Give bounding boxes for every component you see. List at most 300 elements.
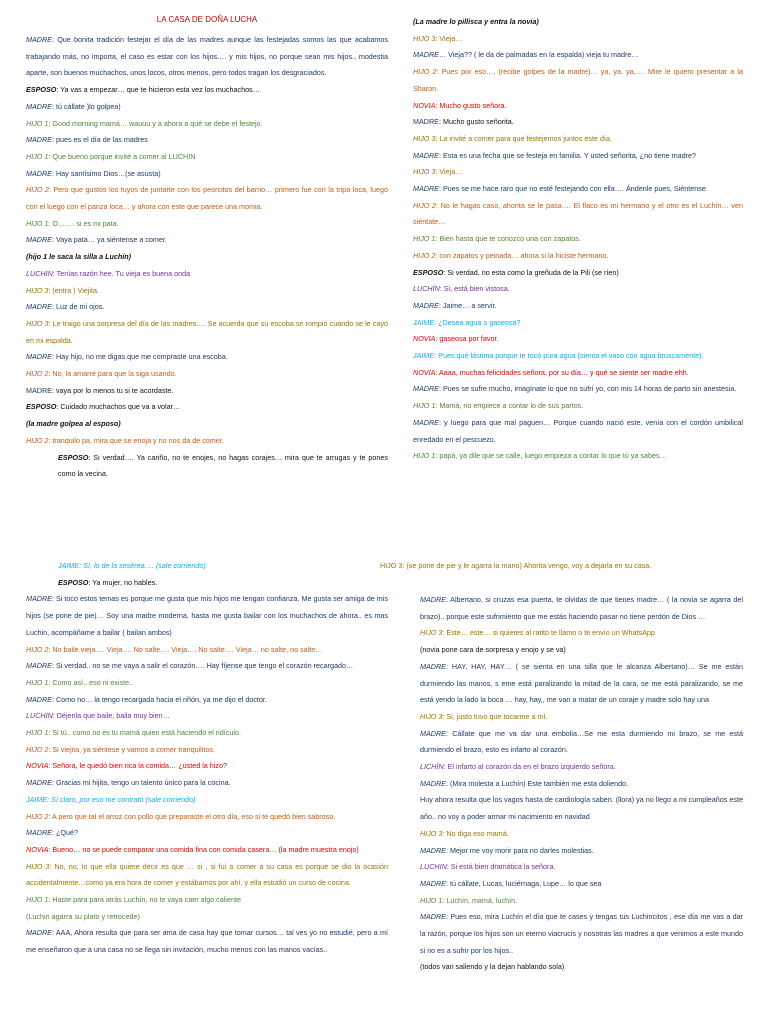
dialogue-line [420,726,743,759]
speaker: MADRE [26,661,52,671]
speaker: MADRE [413,417,439,427]
speaker-sep: : [438,384,441,394]
dialogue-line [26,283,388,300]
speaker: MADRE [26,778,52,788]
dialogue-line [413,348,743,365]
speaker-sep: … [438,50,447,60]
dialogue-line [26,642,388,659]
dialogue-line [413,64,743,97]
dialogue-text: Hay santísimo Dios…(se asusta) [53,168,161,178]
dialogue-line [420,709,743,726]
dialogue-text: Luchín, mamá, luchín. [444,895,518,905]
speaker: HIJO 2 [26,435,49,445]
dialogue-text: Este… este… si quieres al ratito te llamo o te envío un WhatsApp [444,628,655,638]
dialogue-text: Si verdad.. no se me vaya a salir el corazón…. Hay fíjense que tengo el corazón recargado… [53,661,354,671]
dialogue-text: Sí claro, por eso me contrató (sale corriendo) [49,794,196,804]
speaker-sep: : [48,118,51,128]
dialogue-text: vaya por lo menos tu si te acordaste. [53,385,174,395]
speaker-sep: : [438,117,441,127]
dialogue-text: Si verdad, no esta como la greñuda de la Pili (se ríen) [445,267,619,277]
dialogue-line [420,759,743,776]
dialogue-line [26,166,388,183]
dialogue-text: Ya vas a empezar… que te hicieron esta vez los muchachos… [58,85,260,95]
speaker-sep: : [434,317,437,327]
speaker: MADRE [413,184,439,194]
dialogue-text: con zapatos y peinada… ahora si la hiciste hermano. [437,250,609,260]
speaker: HIJO 3 [420,711,443,721]
speaker-sep: : [79,561,82,570]
speaker: MADRE [413,150,439,160]
speaker-sep: : [88,577,91,587]
dialogue-line [26,299,388,316]
speaker-sep: : [439,284,442,294]
dialogue-line [413,164,743,181]
dialogue-text: Luz de mi ojos. [53,302,105,312]
dialogue-text: Pues eso, mira Luchín el día que te cases y tengas tus Luchincitos , ese día me vas a dar la razón, porque los hijos son un eterno viacrucis y nosotras las madres a que venimos a este mundo si no es a sufrir por los hijos.. [420,912,743,955]
dialogue-line [26,182,388,215]
dialogue-text: Vieja?? ( le da de palmadas en la espalda) vieja tu madre… [446,50,639,60]
speaker-sep: : [48,895,51,905]
speaker: HIJO 1 [26,218,49,228]
speaker: HIJO 2 [26,811,49,821]
speaker: MADRE [413,117,439,127]
dialogue-text: Le traigo una sorpresa del día de las madres…. Se acuerda que su escoba se rompió cuando se le cayó en mi espalda. [26,318,388,345]
dialogue-text: Si tú.. como no es tu mamá quien está haciendo el ridículo. [50,728,241,738]
speaker-sep: : [442,711,445,721]
dialogue-line [26,399,388,416]
speaker-sep: : [438,184,441,194]
dialogue-text: No diga eso mamá. [444,828,509,838]
speaker: HIJO 1 [26,677,49,687]
dialogue-line [26,416,388,433]
hijo3-top-line [380,558,760,575]
dialogue-text: ¿Desea agua o gaseosa? [436,317,521,327]
speaker: HIJO 1 [413,234,436,244]
dialogue-line [413,298,743,315]
dialogue-text: HAY, HAY, HAY… ( se sienta en una silla que le alcanza Albertano)… Se me están durmiendo las manos, s eme está paralizando la mitad de la cara, se me está paralizando, se me está yendo la lado la boca … hay, hay,, me van a matar de un coraje y madre solo hay una [420,661,743,705]
dialogue-text: Mamá, no empiece a contar lo de sus partos. [437,401,584,411]
speaker: LUCHIN [26,268,53,278]
speaker-sep: : [51,828,54,838]
dialogue-line [420,625,743,642]
speaker: MADRE [26,235,52,245]
speaker: NOVIA [413,100,436,110]
dialogue-line [26,316,388,349]
dialogue-text: tú cállate, Lucas, luciérnaga, Lupe… lo que sea [447,878,602,888]
speaker: HIJO 2 [413,200,437,210]
speaker-sep: : [438,300,441,310]
dialogue-text: Esta es una fecha que se festeja en familia. Y usted señorita, ¿no tiene madre? [440,150,697,160]
dialogue-line [413,331,743,348]
speaker: HIJO 1 [26,728,49,738]
dialogue-text: Bien hasta que te conozco una con zapatos. [437,234,581,244]
speaker: ESPOSO [26,85,57,95]
dialogue-text: Como no… la tengo recargada hacia el riñón, ya me dijo el doctor. [53,694,267,704]
dialogue-line [26,575,388,592]
dialogue-line [26,450,388,483]
dialogue-text: (la madre golpea al esposo) [26,419,121,429]
dialogue-line [26,658,388,675]
speaker-sep: : [438,417,441,427]
dialogue-text: No, no, lo que ella quiere decir es que … si , si fui a comer a su casa es porque se dio la ocasión accidentalmente…como ya era hora de comer y estábamos por ahí, y ella estudió un curso de cocina. [26,861,388,888]
speaker: HIJO 2 [26,644,49,654]
speaker-sep: : [445,661,448,671]
dialogue-text: Huy ahora resulta que los vagos hasta de cardiología saben. (llora) ya no llego a mi cumpleaños este año.. no voy a poder armar mi nacimiento en navidad [420,795,743,822]
dialogue-text: El infarto al corazón da en el brazo izquierdo señora. [445,762,616,772]
speaker: MADRE [26,168,52,178]
dialogue-text: Cállate que me va dar una embolia…Se me esta durmiendo mi brazo, se me está durmiendo el brazo, esto es infarto al corazón. [420,728,743,755]
dialogue-text: Si está bien dramática la señora. [448,862,556,872]
speaker-sep: : [51,101,54,111]
speaker-sep: : [51,302,54,312]
speaker-sep: : [446,862,449,872]
speaker: MADRE [420,728,446,738]
dialogue-text: ¿Qué? [53,828,78,838]
dialogue-line [26,692,388,709]
speaker-sep: : [56,402,59,412]
speaker: NOVIA [413,334,436,344]
dialogue-line [413,315,743,332]
speaker-sep: : [48,218,51,228]
speaker-sep: : [51,168,54,178]
speaker-sep: : [435,334,438,344]
speaker: NOVIA [26,761,49,771]
speaker-sep: : [51,661,54,671]
speaker: ESPOSO [58,577,89,587]
dialogue-line [413,181,743,198]
dialogue-text: Que bueno porque invité a comer al LUCHIN [50,151,196,161]
dialogue-line [26,32,388,82]
speaker: MADRE [420,912,446,922]
dialogue-text: Pues se me hace raro que no esté festejando con ella…. Ándenle pues, Siéntense. [440,184,708,194]
speaker-sep: : [402,561,405,570]
speaker-sep: : [51,594,54,604]
speaker: HIJO 3 [26,861,50,871]
dialogue-text: Sí, lo de la sesérea…. (sale corriendo) [81,561,206,570]
dialogue-text: (La madre lo pillisca y entra la novia) [413,17,539,26]
dialogue-text: Señora, le quedó bien rica la comida… ¿usted la hizo? [50,761,227,771]
dialogue-line [413,14,743,31]
dialogue-text: O……. si es mi pata. [50,218,119,228]
dialogue-line [413,248,743,265]
speaker: HIJO 3 [26,318,49,328]
speaker: LUCHÍN [413,284,440,294]
dialogue-text: Pues se sufre mucho, imagínate lo que no sufrí yo, con mis 14 horas de parto sin anestesia. [440,384,737,394]
dialogue-text: Si, está bien vistosa. [441,284,510,294]
speaker: HIJO 1 [26,118,49,128]
speaker: MADRE [26,385,52,395]
dialogue-line [413,131,743,148]
speaker: HIJO 1 [413,401,436,411]
dialogue-text: Como así.. eso ni existe.. [50,677,134,687]
dialogue-text: Si, justo tuvo que tocarme a mí. [444,711,548,721]
dialogue-line [26,116,388,133]
speaker: MADRE [420,845,446,855]
speaker: MADRE [26,135,52,145]
dialogue-line [420,959,743,976]
speaker: LUCHIN [420,862,447,872]
dialogue-text: pues es el día de las madres [53,135,148,145]
dialogue-text: Good morning mamá… wauuu y a ahora a qué se debe el festejo. [50,118,263,128]
speaker: HIJO 3 [420,628,443,638]
dialogue-line [26,591,388,641]
speaker-sep: : [435,250,438,260]
dialogue-line [26,82,388,99]
speaker-sep: : [52,268,55,278]
speaker: HIJO 3 [420,828,443,838]
speaker-sep: : [435,33,438,43]
speaker: MADRE [413,50,439,60]
dialogue-line [413,231,743,248]
dialogue-text: Si toco estos temas es porque me gusta que mis hijos me tengan confianza. Me gusta ser amiga de mis hijos (se pone de pie)… Soy una madre moderna, hasta me gusta bailar con los muchachos de ahora.. es mas Luchin, acompáñame a bailar ( bailan ambos) [26,594,388,637]
speaker-sep: : [435,234,438,244]
speaker: MADRE [413,300,439,310]
speaker-sep: : [445,878,448,888]
speaker: HIJO 2 [26,744,49,754]
speaker-sep: : [436,67,439,77]
dialogue-text: Albertano, si cruzas esa puerta, te olvidas de que tienes madre… ( la novia se agarra del brazo).. porque este sufrimiento que me estás haciendo pasar no tiene perdón de Dios … [420,595,743,621]
speaker-sep: : [88,452,91,462]
dialogue-line [420,893,743,910]
speaker-sep: : [435,133,438,143]
speaker-sep: : [48,151,51,161]
column-3 [26,558,388,959]
dialogue-text: Mucho gusto señorita. [440,117,514,127]
dialogue-line [413,415,743,448]
dialogue-text: Mejor me voy morir para no darles molestias. [447,845,594,855]
dialogue-line [26,558,388,575]
dialogue-line [420,592,743,625]
speaker: MADRE [26,828,52,838]
speaker: NOVIA [26,844,49,854]
speaker-sep: : [445,728,448,738]
speaker: JAIME [26,794,48,804]
dialogue-line [26,825,388,842]
dialogue-text: tú cállate )lo golpea) [53,101,121,111]
speaker-sep: : [51,235,54,245]
speaker-sep: : [48,811,51,821]
speaker-sep: : [435,451,438,461]
speaker: MADRE [26,594,52,604]
speaker: LICHÍN [420,762,444,772]
dialogue-line [413,265,743,282]
speaker-sep: : [48,185,51,195]
speaker: HIJO 2 [413,67,437,77]
speaker-sep: : [51,694,54,704]
speaker-sep: : [48,761,51,771]
dialogue-text: Tenías razón hee. Tu vieja es buena onda [54,268,191,278]
speaker-sep: : [48,677,51,687]
speaker-sep: : [51,778,54,788]
speaker-sep: : [445,778,448,788]
column-1 [26,12,388,483]
speaker: HIJO 3 [380,561,403,570]
dialogue: (se pone de pie y le agarra la mano) Ahorita vengo, voy a dejarla en su casa. [404,561,652,570]
dialogue-text: (hijo 1 le saca la silla a Luchín) [26,252,132,262]
speaker-sep: : [443,762,446,772]
speaker: JAIME [413,351,435,361]
speaker-sep: : [435,401,438,411]
dialogue-line [420,792,743,825]
speaker: ESPOSO [26,402,57,412]
speaker: NOVIA [413,367,436,377]
speaker: MADRE [26,302,52,312]
dialogue-line [26,758,388,775]
speaker-sep: : [51,385,54,395]
dialogue-line [26,383,388,400]
speaker: MADRE [26,35,52,44]
speaker-sep: : [51,35,54,44]
speaker-sep: : [48,435,51,445]
speaker: MADRE [26,694,52,704]
speaker: MADRE [420,778,446,788]
speaker: MADRE [413,384,439,394]
dialogue-text: (Luchin agarra su plato y retrocede) [26,911,140,921]
speaker: HIJO 2 [26,369,49,379]
dialogue-text: Déjenla que baile, baila muy bien… [54,711,170,721]
dialogue-text: Pues por eso…, (recibe golpes de la madre)… ya, ya, ya,…. Mire le quiero presentar a la Sharon. [413,67,743,93]
speaker: HIJO 3 [26,285,49,295]
dialogue-line [420,826,743,843]
speaker-sep: : [51,352,54,362]
dialogue-line [26,909,388,926]
dialogue-line [420,642,743,659]
speaker: ESPOSO [413,267,444,277]
dialogue-text: A pero que tal el arroz con pollo que preparaste el otro día, eso si te quedó bien sabroso. [50,811,336,821]
speaker-sep: : [445,845,448,855]
speaker-sep: : [52,711,55,721]
dialogue-line [26,775,388,792]
speaker-sep: : [49,861,52,871]
dialogue-line [26,725,388,742]
speaker-sep: : [442,895,445,905]
dialogue-line [26,216,388,233]
page-title: LA CASA DE DOÑA LUCHA [156,15,258,24]
dialogue-text: AAA, Ahora resulta que para ser ama de casa hay que tomar cursos… tal ves yo no estudié, pero a mí me enseñaron que a una casa no se llega sin invitación, mucho menos con las manos vacías.. [26,928,388,955]
dialogue-line [413,448,743,465]
dialogue-text: Aaaa, muchas felicidades señora, por su día… y qué se siente ser madre ehh. [437,367,689,377]
dialogue-line [413,114,743,131]
speaker: JAIME [413,317,435,327]
speaker-sep: : [48,644,51,654]
dialogue-line [420,876,743,893]
speaker: MADRE [420,595,446,604]
speaker-sep: : [48,318,51,328]
speaker-sep: : [438,150,441,160]
speaker-sep: : [434,351,437,361]
dialogue-line [26,842,388,859]
dialogue-line [26,132,388,149]
speaker: HIJO 3 [413,167,436,177]
speaker-sep: : [445,595,448,604]
dialogue-line [413,98,743,115]
dialogue-line [26,232,388,249]
dialogue-line [413,148,743,165]
speaker-sep: : [48,844,51,854]
dialogue-line [420,859,743,876]
speaker-sep: : [51,928,54,938]
speaker: HIJO 3 [413,133,436,143]
dialogue-line [26,349,388,366]
dialogue-text: Mucho gusto señora. [437,100,507,110]
dialogue-text: La invité a comer para que festejemos juntos este día. [437,133,612,143]
speaker-sep: : [47,794,50,804]
dialogue-line [413,47,743,64]
dialogue-line [420,843,743,860]
dialogue-text: No, la amarré para que la siga usando. [50,369,177,379]
column-2 [413,14,743,465]
speaker-sep: : [48,744,51,754]
dialogue-line [26,809,388,826]
dialogue-text: Gracias mi hijita, tengo un talento único para la cocina. [53,778,231,788]
speaker: HIJO 3 [413,33,436,43]
dialogue-text: Pues qué lástima porque te tocó pura agua (sienta el vaso con agua bruscamente). [436,351,704,361]
dialogue-line [26,742,388,759]
speaker-sep: : [445,912,448,922]
dialogue-line [413,198,743,231]
speaker-sep: : [48,369,51,379]
speaker: LUCHIN [26,711,53,721]
dialogue-line [26,266,388,283]
dialogue-text: Vieja… [437,167,463,177]
dialogue-text: Jaime… a servir. [440,300,497,310]
speaker-sep: : [51,135,54,145]
speaker-sep: : [56,85,59,95]
speaker: HIJO 1 [420,895,443,905]
speaker-sep: : [442,628,445,638]
speaker: ESPOSO [58,452,89,462]
speaker: MADRE [420,878,446,888]
dialogue-line [413,31,743,48]
dialogue-text: Si viejita, ya siéntese y vamos a comer tranquilitos. [50,744,215,754]
speaker: MADRE [26,352,52,362]
dialogue-line [26,792,388,809]
dialogue-line [26,366,388,383]
dialogue-line [26,149,388,166]
dialogue-line [26,249,388,266]
speaker-sep: : [435,100,438,110]
speaker-sep: : [435,367,438,377]
dialogue-line [26,433,388,450]
speaker-sep: : [436,200,439,210]
dialogue-text: (novia pone cara de sorpresa y enojo y se va) [420,645,566,655]
speaker-sep: : [442,828,445,838]
dialogue-text: papá, ya dile que se calle, luego empieza a contar lo que tú ya sabes… [437,451,667,461]
dialogue-text: (entra ) Viejita. [50,285,99,295]
dialogue-text: Vieja… [437,33,463,43]
dialogue-text: (Mira molesta a Luchín) Este también me esta doliendo. [447,778,629,788]
speaker-sep: : [443,267,446,277]
speaker: MADRE [26,928,52,938]
dialogue-line [26,925,388,958]
dialogue-line [413,281,743,298]
dialogue-text: y luego para que mal paguen… Porque cuando nació este, venía con el cordón umbilical enredado en el pescuezo. [413,417,743,444]
speaker: HIJO 2 [413,250,436,260]
dialogue-text: gaseosa por favor. [437,334,499,344]
dialogue-text: (todos van saliendo y la dejan hablando sola) [420,962,565,972]
dialogue-text: Vaya pata… ya siéntense a comer. [53,235,167,245]
dialogue-line [26,708,388,725]
speaker-sep: : [435,167,438,177]
speaker: JAIME [58,561,80,570]
speaker: HIJO 1 [26,151,49,161]
column-4 [420,592,743,976]
speaker-sep: : [48,728,51,738]
dialogue-line [413,398,743,415]
dialogue-line [413,381,743,398]
speaker: HIJO 1 [26,895,49,905]
dialogue-text: Cuidado muchachos que va a volar… [58,402,181,412]
